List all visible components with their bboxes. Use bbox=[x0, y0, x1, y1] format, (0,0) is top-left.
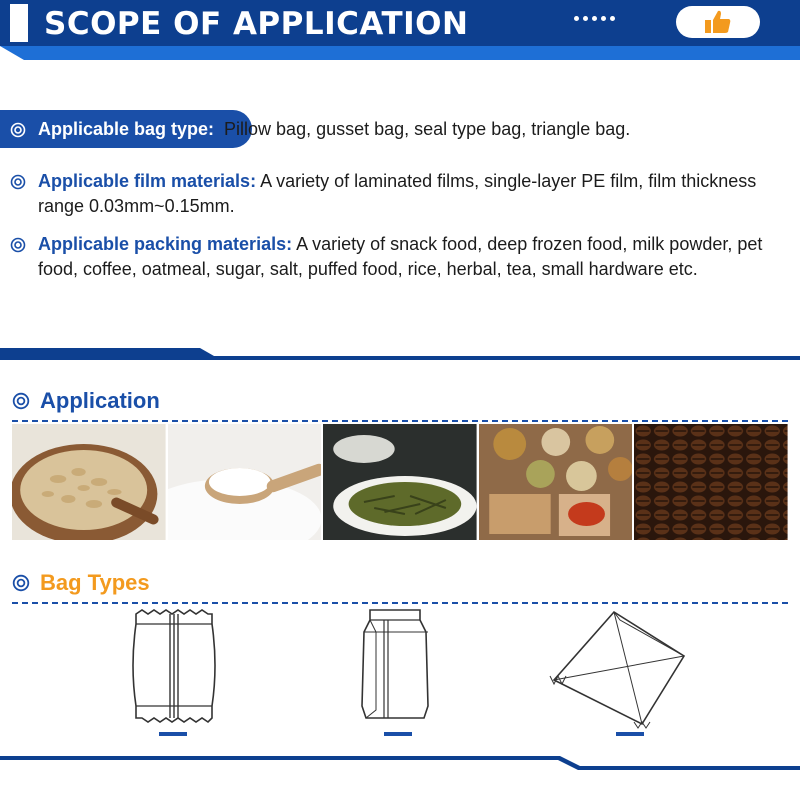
banner-accent-stripe bbox=[0, 46, 800, 60]
dots-decoration bbox=[574, 16, 615, 21]
application-heading bbox=[12, 388, 160, 414]
target-bullet-icon bbox=[10, 174, 26, 190]
application-heading-text: Application bbox=[40, 388, 160, 413]
bag-indicator bbox=[616, 732, 644, 736]
target-bullet-icon bbox=[12, 392, 30, 410]
pillow-bag-icon bbox=[124, 606, 224, 736]
bag-indicator bbox=[159, 732, 187, 736]
scope-label: Applicable bag type: bbox=[38, 119, 215, 139]
target-bullet-icon bbox=[12, 574, 30, 592]
footer-decoration bbox=[0, 742, 800, 800]
scope-row-packing bbox=[0, 232, 800, 282]
scope-label: Applicable film materials: bbox=[38, 171, 257, 191]
scope-text: A variety of snack food, deep frozen food, milk powder, pet food, coffee, oatmeal, sugar, salt, puffed food, rice, herbal, tea, small hardware etc. bbox=[38, 234, 763, 279]
target-bullet-icon bbox=[10, 237, 26, 253]
scope-label: Applicable packing materials: bbox=[38, 234, 293, 254]
page-title: SCOPE OF APPLICATION bbox=[44, 6, 469, 42]
thumbs-up-icon bbox=[703, 9, 733, 35]
gusset-bag-icon bbox=[350, 606, 440, 736]
coffee-beans-photo bbox=[634, 424, 788, 540]
bag-types-heading bbox=[12, 570, 150, 596]
sugar-photo bbox=[168, 424, 322, 540]
banner-left-bar bbox=[10, 4, 28, 42]
target-bullet-icon bbox=[10, 122, 26, 138]
scope-row-bag-type bbox=[0, 117, 800, 142]
scope-text: A variety of laminated films, single-layer PE film, film thickness range 0.03mm~0.15mm. bbox=[38, 171, 757, 216]
tea-photo bbox=[323, 424, 477, 540]
herbal-photo bbox=[479, 424, 633, 540]
oatmeal-photo bbox=[12, 424, 166, 540]
scope-text: Pillow bag, gusset bag, seal type bag, triangle bag. bbox=[224, 119, 631, 139]
bag-types-row bbox=[12, 606, 788, 736]
bag-indicator bbox=[384, 732, 412, 736]
application-photo-strip bbox=[12, 424, 788, 540]
scope-row-film bbox=[0, 169, 800, 219]
section-divider bbox=[0, 346, 800, 360]
triangle-bag-icon bbox=[544, 606, 694, 736]
header-banner bbox=[0, 0, 800, 62]
bag-types-heading-text: Bag Types bbox=[40, 570, 150, 595]
thumbs-up-badge bbox=[676, 6, 760, 38]
dashed-rule bbox=[12, 420, 788, 422]
dashed-rule bbox=[12, 602, 788, 604]
